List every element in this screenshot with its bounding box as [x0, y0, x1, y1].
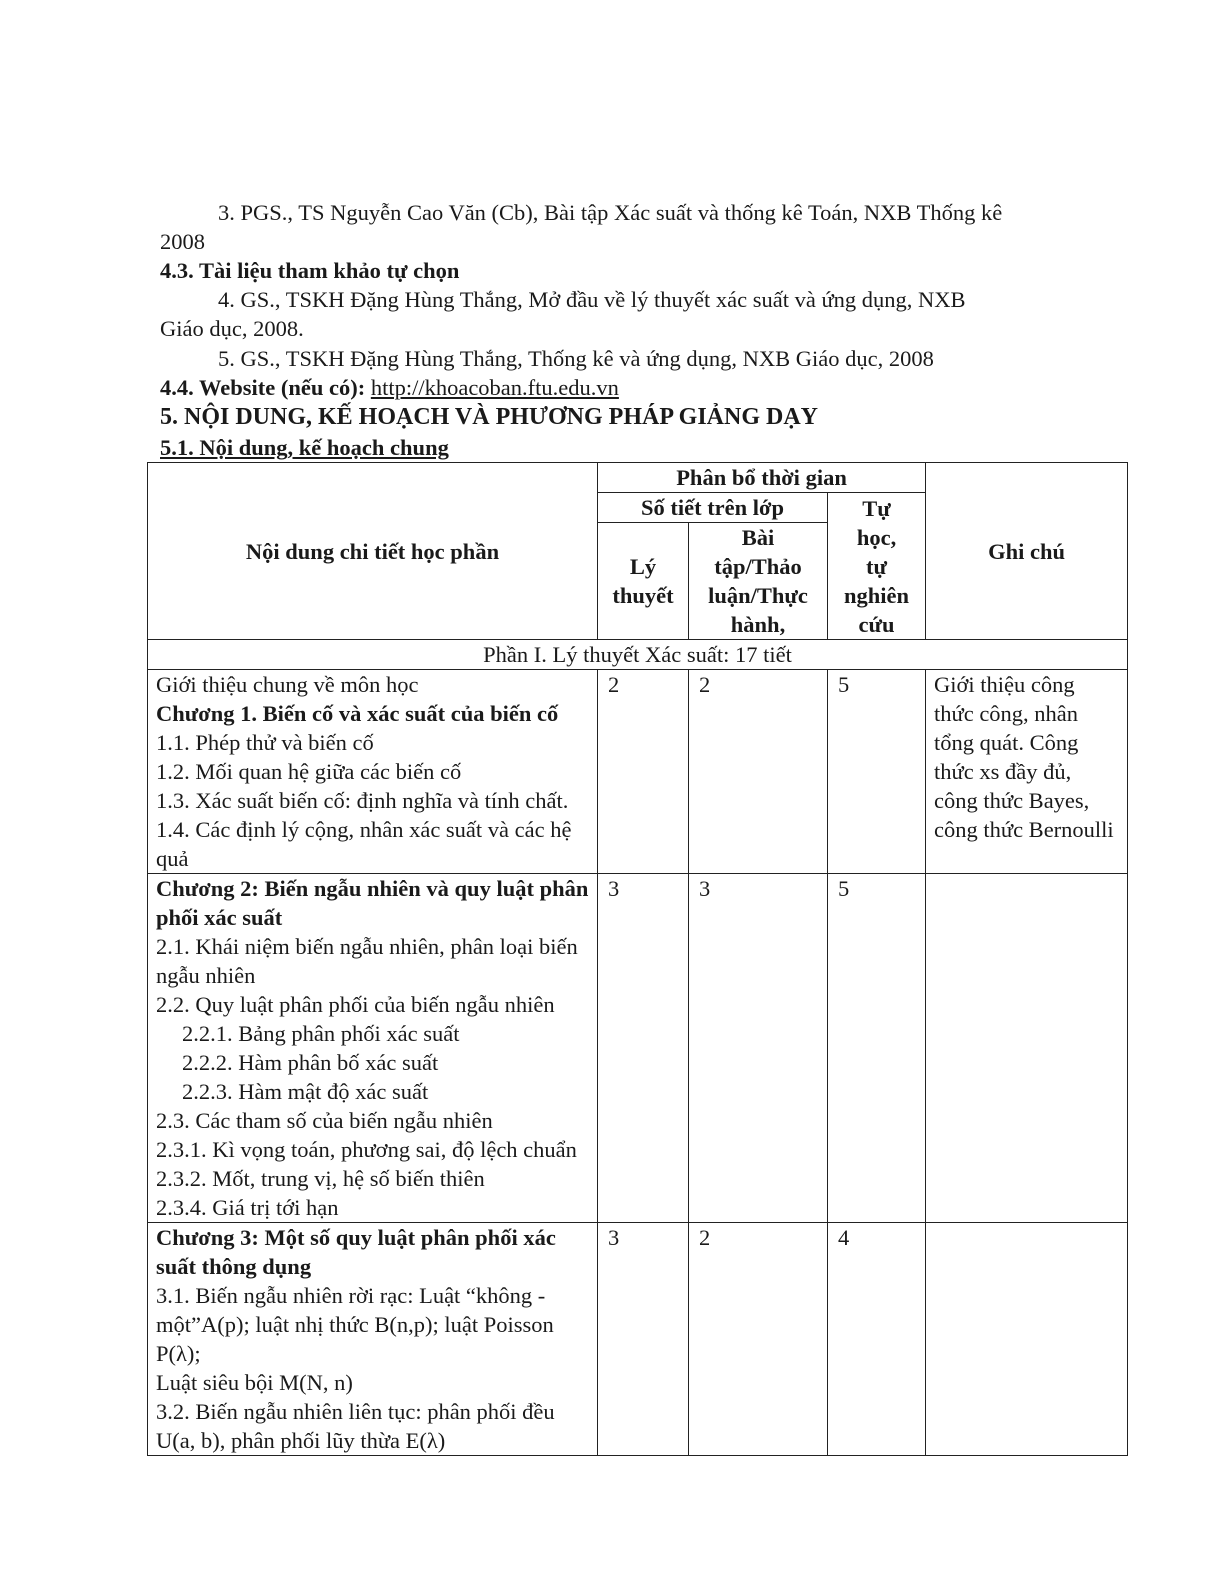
header-content: Nội dung chi tiết học phần [148, 463, 598, 640]
row-1-content: Giới thiệu chung về môn học Chương 1. Biến cố và xác suất của biến cố 1.1. Phép thử và biến cố 1.2. Mối quan hệ giữa các biến cố 1.3. Xác suất biến cố: định nghĩa và tính chất. 1.4. Các định lý cộng, nhân xác suất và các hệ quả [148, 670, 598, 874]
header-class-periods: Số tiết trên lớp [598, 493, 828, 523]
section-5-heading: 5. NỘI DUNG, KẾ HOẠCH VÀ PHƯƠNG PHÁP GIẢNG DẠY [160, 404, 819, 430]
row-3-note [926, 1223, 1128, 1456]
row-3-content: Chương 3: Một số quy luật phân phối xác suất thông dụng 3.1. Biến ngẫu nhiên rời rạc: Luật “không - một”A(p); luật nhị thức B(n,p); luật Poisson P(λ); Luật siêu bội M(N, n) 3.2. Biến ngẫu nhiên liên tục: phân phối đều U(a, b), phân phối lũy thừa E(λ) [148, 1223, 598, 1456]
row-2-self: 5 [828, 874, 926, 1223]
ref3-line2: 2008 [160, 229, 205, 254]
content-plan-table [147, 462, 1128, 1456]
row-1-practice: 2 [689, 670, 828, 874]
part-1-heading: Phần I. Lý thuyết Xác suất: 17 tiết [148, 640, 1128, 670]
header-notes: Ghi chú [926, 463, 1128, 640]
row-3-self: 4 [828, 1223, 926, 1456]
row-2-theory: 3 [598, 874, 689, 1223]
header-self-study: Tự học, tự nghiên cứu [828, 493, 926, 640]
website-link[interactable]: http://khoacoban.ftu.edu.vn [370, 375, 619, 400]
header-time-allocation: Phân bổ thời gian [598, 463, 926, 493]
ref5: 5. GS., TSKH Đặng Hùng Thắng, Thống kê và ứng dụng, NXB Giáo dục, 2008 [218, 346, 934, 371]
header-theory: Lý thuyết [598, 523, 689, 640]
section-4-3-heading: 4.3. Tài liệu tham khảo tự chọn [160, 258, 460, 283]
row-2-practice: 3 [689, 874, 828, 1223]
section-4-4 [160, 373, 619, 402]
ref4-line1: 4. GS., TSKH Đặng Hùng Thắng, Mở đầu về lý thuyết xác suất và ứng dụng, NXB [218, 287, 966, 312]
table-row [148, 1223, 1128, 1456]
row-2-content: Chương 2: Biến ngẫu nhiên và quy luật phân phối xác suất 2.1. Khái niệm biến ngẫu nhiên, phân loại biến ngẫu nhiên 2.2. Quy luật phân phối của biến ngẫu nhiên 2.2.1. Bảng phân phối xác suất 2.2.2. Hàm phân bố xác suất 2.2.3. Hàm mật độ xác suất 2.3. Các tham số của biến ngẫu nhiên 2.3.1. Kì vọng toán, phương sai, độ lệch chuẩn 2.3.2. Mốt, trung vị, hệ số biến thiên 2.3.4. Giá trị tới hạn [148, 874, 598, 1223]
row-1-note: Giới thiệu công thức công, nhân tổng quát. Công thức xs đầy đủ, công thức Bayes, công thức Bernoulli [926, 670, 1128, 874]
row-3-theory: 3 [598, 1223, 689, 1456]
section-5-1-heading: 5.1. Nội dung, kế hoạch chung [160, 435, 449, 460]
ref4-line2: Giáo dục, 2008. [160, 316, 304, 341]
row-3-practice: 2 [689, 1223, 828, 1456]
table-row [148, 670, 1128, 874]
header-practice: Bài tập/Thảo luận/Thực hành, [689, 523, 828, 640]
ref3-line1: 3. PGS., TS Nguyễn Cao Văn (Cb), Bài tập Xác suất và thống kê Toán, NXB Thống kê [218, 200, 1003, 225]
table-row [148, 874, 1128, 1223]
row-1-self: 5 [828, 670, 926, 874]
row-1-theory: 2 [598, 670, 689, 874]
row-2-note [926, 874, 1128, 1223]
website-label: 4.4. Website (nếu có): [160, 375, 371, 400]
